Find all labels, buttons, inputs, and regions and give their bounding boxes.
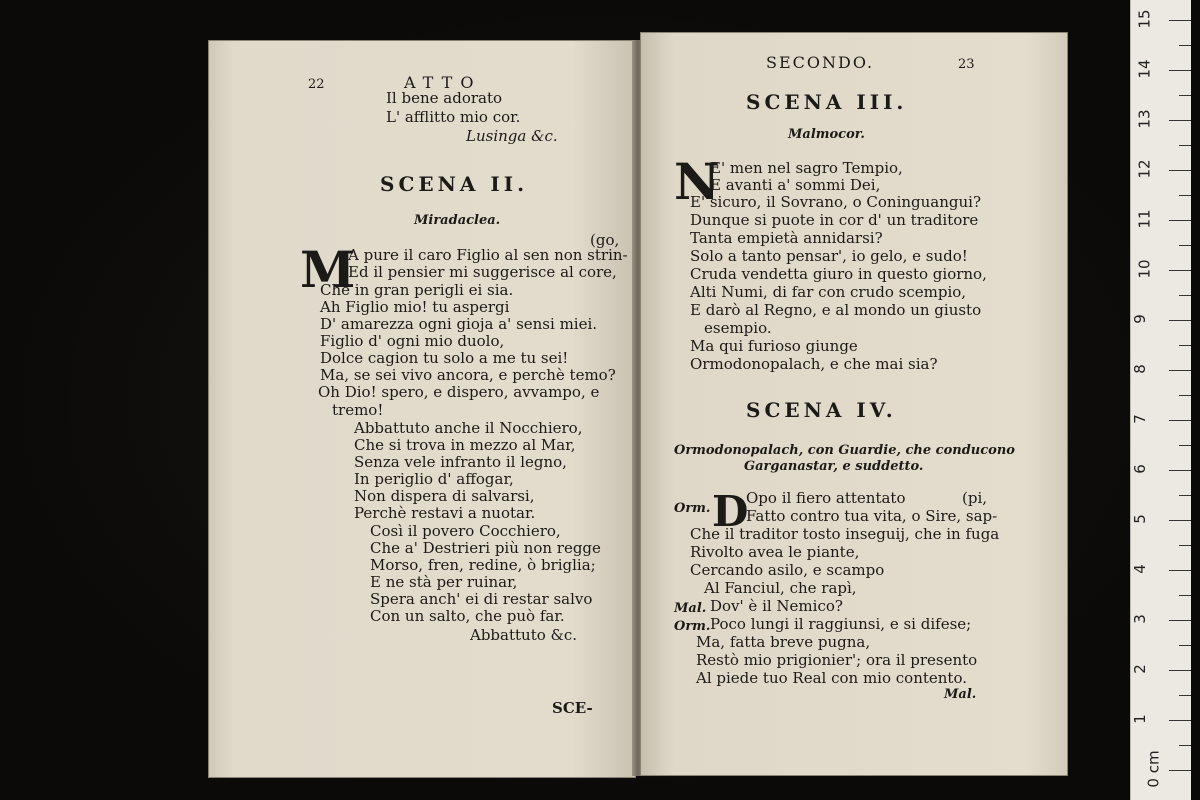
ruler-label: 9 <box>1130 314 1149 324</box>
ruler-label: 4 <box>1130 564 1149 574</box>
text-line: Poco lungi il raggiunsi, e si difese; <box>710 615 972 633</box>
speaker-label: Mal. <box>674 601 707 616</box>
text-line: E avanti a' sommi Dei, <box>710 176 881 194</box>
ruler-label: 11 <box>1135 209 1154 229</box>
text-line: Ma, se sei vivo ancora, e perchè temo? <box>320 366 616 384</box>
text-line: Dolce cagion tu solo a me tu sei! <box>320 349 569 367</box>
ruler-tick <box>1169 670 1191 671</box>
page-number: 23 <box>958 57 975 72</box>
text-line: tremo! <box>332 401 384 419</box>
running-head: ATTO <box>404 73 482 92</box>
overflow-tail: (pi, <box>962 489 988 507</box>
speaker-name: Miradaclea. <box>414 213 501 228</box>
text-line: Ah Figlio mio! tu aspergi <box>320 298 510 316</box>
text-line: Figlio d' ogni mio duolo, <box>320 332 505 350</box>
ruler-tick <box>1179 745 1191 746</box>
text-line: E' sicuro, il Sovrano, o Coninguangui? <box>690 193 982 211</box>
text-line: Tanta empietà annidarsi? <box>690 229 883 247</box>
ruler-label: 0 cm <box>1144 750 1163 788</box>
drop-cap: M <box>300 240 356 299</box>
ruler-label: 10 <box>1135 259 1154 279</box>
ruler-tick <box>1169 370 1191 371</box>
speaker-name: Malmocor. <box>788 127 865 142</box>
ruler-tick <box>1169 120 1191 121</box>
running-head: SECONDO. <box>766 53 875 72</box>
drop-cap: N <box>674 152 720 211</box>
ruler-label: 6 <box>1130 464 1149 474</box>
ruler-label: 8 <box>1130 364 1149 374</box>
text-line: Cercando asilo, e scampo <box>690 561 885 579</box>
ruler-tick <box>1169 570 1191 571</box>
ruler-label: 7 <box>1130 414 1149 424</box>
overflow-tail: (go, <box>590 231 620 249</box>
ruler-tick <box>1179 595 1191 596</box>
text-line: Dov' è il Nemico? <box>710 597 843 615</box>
ruler-tick <box>1169 720 1191 721</box>
text-line: L' afflitto mio cor. <box>386 108 521 126</box>
stage-direction: Ormodonopalach, con Guardie, che conducono <box>674 443 1015 458</box>
ruler-tick <box>1169 170 1191 171</box>
text-line: Abbattuto &c. <box>470 626 578 644</box>
ruler-tick <box>1169 220 1191 221</box>
ruler-tick <box>1179 545 1191 546</box>
text-line: Perchè restavi a nuotar. <box>354 504 536 522</box>
text-line: Senza vele infranto il legno, <box>354 453 567 471</box>
text-line: E' men nel sagro Tempio, <box>710 159 903 177</box>
text-line: In periglio d' affogar, <box>354 470 514 488</box>
text-line: Fatto contro tua vita, o Sire, sap- <box>746 507 998 525</box>
text-line: Dunque si puote in cor d' un traditore <box>690 211 979 229</box>
ruler-tick <box>1169 520 1191 521</box>
ruler-label: 3 <box>1130 614 1149 624</box>
text-line: Rivolto avea le piante, <box>690 543 860 561</box>
ruler-tick <box>1169 470 1191 471</box>
text-line: Morso, fren, redine, ò briglia; <box>370 556 596 574</box>
text-line: Ma, fatta breve pugna, <box>696 633 871 651</box>
text-line: Non dispera di salvarsi, <box>354 487 535 505</box>
text-line: Alti Numi, di far con crudo scempio, <box>690 283 967 301</box>
text-line: Cruda vendetta giuro in questo giorno, <box>690 265 987 283</box>
text-line: Spera anch' ei di restar salvo <box>370 590 593 608</box>
speaker-label: Orm. <box>674 501 711 516</box>
text-line: Ormodonopalach, e che mai sia? <box>690 355 938 373</box>
drop-cap: D <box>712 487 749 536</box>
text-line: Al Fanciul, che rapì, <box>704 579 857 597</box>
ruler-tick <box>1179 645 1191 646</box>
ruler-label: 1 <box>1130 714 1149 724</box>
ruler-tick <box>1169 70 1191 71</box>
stage-direction: Garganastar, e suddetto. <box>744 459 924 474</box>
text-line: Opo il fiero attentato <box>746 489 906 507</box>
measurement-ruler <box>1130 0 1191 800</box>
left-page <box>208 40 636 778</box>
scene-title: SCENA II. <box>380 172 529 196</box>
text-line: Ed il pensier mi suggerisce al core, <box>348 263 617 281</box>
ruler-tick <box>1179 695 1191 696</box>
ruler-tick <box>1179 345 1191 346</box>
ruler-tick <box>1169 620 1191 621</box>
scene-title: SCENA III. <box>746 90 908 114</box>
ruler-tick <box>1179 395 1191 396</box>
text-line: Che si trova in mezzo al Mar, <box>354 436 576 454</box>
text-line: Che il traditor tosto inseguij, che in fuga <box>690 525 1000 543</box>
text-line: Al piede tuo Real con mio contento. <box>696 669 967 687</box>
text-line: Il bene adorato <box>386 89 503 107</box>
ruler-tick <box>1179 495 1191 496</box>
scene-title: SCENA IV. <box>746 398 897 422</box>
ruler-tick <box>1179 245 1191 246</box>
ruler-label: 15 <box>1135 9 1154 29</box>
ruler-tick <box>1179 445 1191 446</box>
catchword: Mal. <box>944 687 977 702</box>
catchword: SCE- <box>552 699 593 717</box>
ruler-label: 12 <box>1135 159 1154 179</box>
ruler-tick <box>1169 770 1191 771</box>
speaker-label: Orm. <box>674 619 711 634</box>
ruler-tick <box>1179 95 1191 96</box>
open-book <box>208 32 1076 780</box>
ruler-label: 2 <box>1130 664 1149 674</box>
text-line: Che a' Destrieri più non regge <box>370 539 601 557</box>
text-line: D' amarezza ogni gioja a' sensi miei. <box>320 315 598 333</box>
ruler-label: 14 <box>1135 59 1154 79</box>
ruler-tick <box>1179 145 1191 146</box>
text-line: Solo a tanto pensar', io gelo, e sudo! <box>690 247 968 265</box>
text-line: A pure il caro Figlio al sen non strin- <box>348 246 628 264</box>
text-line: Che in gran perigli ei sia. <box>320 281 514 299</box>
text-line: Oh Dio! spero, e dispero, avvampo, e <box>318 383 600 401</box>
ruler-tick <box>1179 45 1191 46</box>
text-line: E ne stà per ruinar, <box>370 573 518 591</box>
text-line: Ma qui furioso giunge <box>690 337 858 355</box>
text-line: E darò al Regno, e al mondo un giusto <box>690 301 982 319</box>
page-number: 22 <box>308 77 325 92</box>
ruler-label: 5 <box>1130 514 1149 524</box>
text-line: Con un salto, che può far. <box>370 607 565 625</box>
ruler-tick <box>1169 20 1191 21</box>
text-line: Così il povero Cocchiero, <box>370 522 561 540</box>
ruler-tick <box>1179 295 1191 296</box>
text-line: Restò mio prigionier'; ora il presento <box>696 651 978 669</box>
ruler-tick <box>1169 270 1191 271</box>
text-line: esempio. <box>704 319 772 337</box>
ruler-label: 13 <box>1135 109 1154 129</box>
text-line: Abbattuto anche il Nocchiero, <box>354 419 583 437</box>
ruler-tick <box>1169 420 1191 421</box>
right-page <box>640 32 1068 776</box>
ruler-tick <box>1179 195 1191 196</box>
text-line: Lusinga &c. <box>466 127 558 145</box>
ruler-tick <box>1169 320 1191 321</box>
